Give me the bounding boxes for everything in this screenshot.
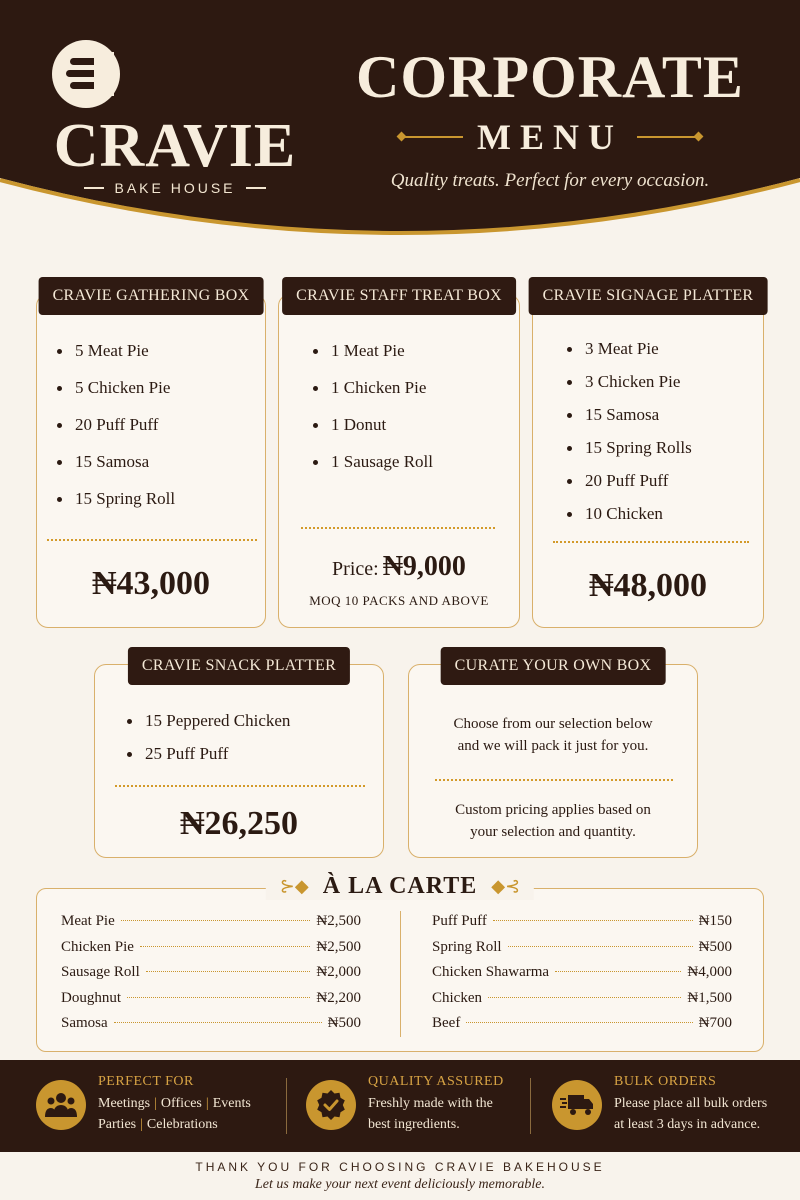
snack-platter-price: ₦26,250 <box>179 805 299 842</box>
menu-item-row <box>61 913 361 939</box>
truck-icon <box>552 1080 602 1130</box>
brand-name: CRAVIE <box>53 112 297 180</box>
menu-item-row <box>432 990 732 1016</box>
brand-logo <box>50 38 300 196</box>
gathering-box-card <box>36 287 266 628</box>
a-la-carte-section <box>36 873 764 1052</box>
divider <box>115 785 365 787</box>
staff-treat-box-moq: MOQ 10 PACKS AND ABOVE <box>309 593 489 608</box>
list-item: 15 Samosa <box>567 405 692 438</box>
menu-item-row <box>432 913 732 939</box>
menu-item-name: Doughnut <box>61 989 121 1006</box>
list-item: 3 Chicken Pie <box>567 372 692 405</box>
list-item: 5 Chicken Pie <box>57 378 175 415</box>
menu-item-row <box>61 990 361 1016</box>
separator: | <box>140 1117 143 1132</box>
gathering-box-title: CRAVIE GATHERING BOX <box>39 277 264 315</box>
list-item: 10 Chicken <box>567 504 692 537</box>
menu-item-price: ₦500 <box>698 938 732 955</box>
list-item: 1 Chicken Pie <box>313 378 433 415</box>
list-item: 1 Donut <box>313 415 433 452</box>
ornament-right-icon: ◆⊰ <box>491 876 521 896</box>
signage-platter-title: CRAVIE SIGNAGE PLATTER <box>529 277 768 315</box>
list-item: 20 Puff Puff <box>57 415 175 452</box>
menu-item-name: Samosa <box>61 1015 108 1031</box>
feature-perfect-for <box>36 1074 251 1135</box>
a-la-carte-left-column <box>61 913 361 1041</box>
menu-item-price: ₦2,200 <box>316 989 361 1006</box>
signage-platter-items <box>567 339 692 537</box>
gathering-box-price: ₦43,000 <box>91 565 211 602</box>
gathering-box-items <box>57 341 175 526</box>
list-item: 15 Peppered Chicken <box>127 711 290 744</box>
menu-item-row <box>61 1015 361 1041</box>
menu-item-name: Spring Roll <box>432 938 502 955</box>
snack-platter-title: CRAVIE SNACK PLATTER <box>128 647 350 685</box>
feature-text-line: best ingredients. <box>368 1117 460 1132</box>
menu-item-name: Chicken Shawarma <box>432 964 550 980</box>
menu-item-row <box>61 964 361 990</box>
staff-treat-box-title: CRAVIE STAFF TREAT BOX <box>282 277 516 315</box>
feature-tag: Parties <box>98 1117 137 1132</box>
list-item: 25 Puff Puff <box>127 744 290 777</box>
feature-text <box>614 1093 767 1135</box>
menu-item-price: ₦150 <box>698 913 732 929</box>
menu-item-price: ₦4,000 <box>687 964 732 980</box>
menu-item-name: Chicken <box>432 989 482 1006</box>
list-item: 5 Meat Pie <box>57 341 175 378</box>
tagline: Quality treats. Perfect for every occasion. <box>390 170 710 191</box>
menu-item-price: ₦2,500 <box>316 913 361 929</box>
staff-treat-box-price: ₦9,000 <box>382 551 466 582</box>
curate-box-text-1-line-1: Choose from our selection below <box>453 716 653 732</box>
menu-item-name: Puff Puff <box>432 913 487 929</box>
list-item: 20 Puff Puff <box>567 471 692 504</box>
feature-bulk-orders <box>552 1074 767 1135</box>
a-la-carte-heading <box>266 873 534 900</box>
signage-platter-price: ₦48,000 <box>588 567 708 604</box>
list-item: 1 Sausage Roll <box>313 452 433 489</box>
divider <box>553 541 749 543</box>
page-subtitle-text: MENU <box>477 117 623 157</box>
badge-check-icon <box>306 1080 356 1130</box>
brand-logo-icon <box>139 38 211 110</box>
menu-item-name: Sausage Roll <box>61 964 140 980</box>
menu-item-row <box>432 964 732 990</box>
menu-item-price: ₦2,500 <box>316 938 361 955</box>
menu-item-name: Beef <box>432 1015 461 1031</box>
feature-text <box>368 1093 504 1135</box>
list-item: 3 Meat Pie <box>567 339 692 372</box>
feature-heading: PERFECT FOR <box>98 1074 194 1089</box>
a-la-carte-title: À LA CARTE <box>322 873 478 899</box>
curate-box-text-2-line-1: Custom pricing applies based on <box>455 802 651 818</box>
page-subtitle <box>340 116 760 158</box>
snack-platter-items <box>127 711 290 777</box>
header <box>0 0 800 270</box>
feature-text-line: Please place all bulk orders <box>614 1096 768 1111</box>
list-item: 15 Samosa <box>57 452 175 489</box>
band-divider <box>530 1078 531 1134</box>
column-divider <box>400 911 401 1037</box>
brand-subtitle <box>50 180 300 196</box>
curate-box-text-1-line-2: and we will pack it just for you. <box>457 738 649 754</box>
curate-box-text-1 <box>409 713 697 757</box>
list-item: 15 Spring Rolls <box>567 438 692 471</box>
footer-thanks: THANK YOU FOR CHOOSING CRAVIE BAKEHOUSE <box>195 1160 605 1174</box>
brand-subtitle-text: BAKE HOUSE <box>114 180 236 196</box>
curate-box-title: CURATE YOUR OWN BOX <box>441 647 666 685</box>
feature-tag: Events <box>212 1096 251 1111</box>
feature-heading: BULK ORDERS <box>614 1074 717 1089</box>
separator: | <box>205 1096 209 1111</box>
menu-item-row <box>432 939 732 965</box>
staff-treat-box-price-row <box>279 551 519 583</box>
feature-text-line: at least 3 days in advance. <box>614 1117 761 1132</box>
band-divider <box>286 1078 287 1134</box>
menu-item-row <box>61 939 361 965</box>
feature-text <box>98 1093 251 1135</box>
divider <box>47 539 257 541</box>
menu-item-name: Meat Pie <box>61 913 115 929</box>
divider <box>435 779 673 781</box>
curate-box-card <box>408 657 698 858</box>
feature-tag: Meetings <box>98 1096 151 1111</box>
menu-item-price: ₦2,000 <box>316 964 361 980</box>
feature-heading: QUALITY ASSURED <box>368 1074 504 1089</box>
feature-quality-assured <box>306 1074 504 1135</box>
menu-item-price: ₦500 <box>327 1015 361 1031</box>
staff-treat-box-card <box>278 287 520 628</box>
feature-text-line: Freshly made with the <box>368 1096 493 1111</box>
signage-platter-card <box>532 287 764 628</box>
menu-item-row <box>432 1015 732 1041</box>
staff-treat-box-price-label: Price: <box>332 558 379 580</box>
page-title: CORPORATE <box>356 44 744 110</box>
separator: | <box>154 1096 157 1111</box>
curate-box-text-2-line-2: your selection and quantity. <box>470 824 636 840</box>
features-band <box>0 1060 800 1152</box>
ornament-left-icon: ⊱◆ <box>279 876 309 896</box>
menu-item-name: Chicken Pie <box>61 938 134 955</box>
menu-item-price: ₦1,500 <box>687 989 732 1006</box>
list-item: 1 Meat Pie <box>313 341 433 378</box>
list-item: 15 Spring Roll <box>57 489 175 526</box>
divider <box>301 527 495 529</box>
menu-title-block <box>340 46 760 192</box>
a-la-carte-right-column <box>432 913 732 1041</box>
snack-platter-card <box>94 657 384 858</box>
menu-item-price: ₦700 <box>698 1015 732 1031</box>
feature-tag: Celebrations <box>146 1117 218 1132</box>
people-icon <box>36 1080 86 1130</box>
footer-note: Let us make your next event deliciously memorable. <box>254 1177 546 1192</box>
curate-box-text-2 <box>409 799 697 843</box>
feature-tag: Offices <box>160 1096 202 1111</box>
staff-treat-box-items <box>313 341 433 489</box>
